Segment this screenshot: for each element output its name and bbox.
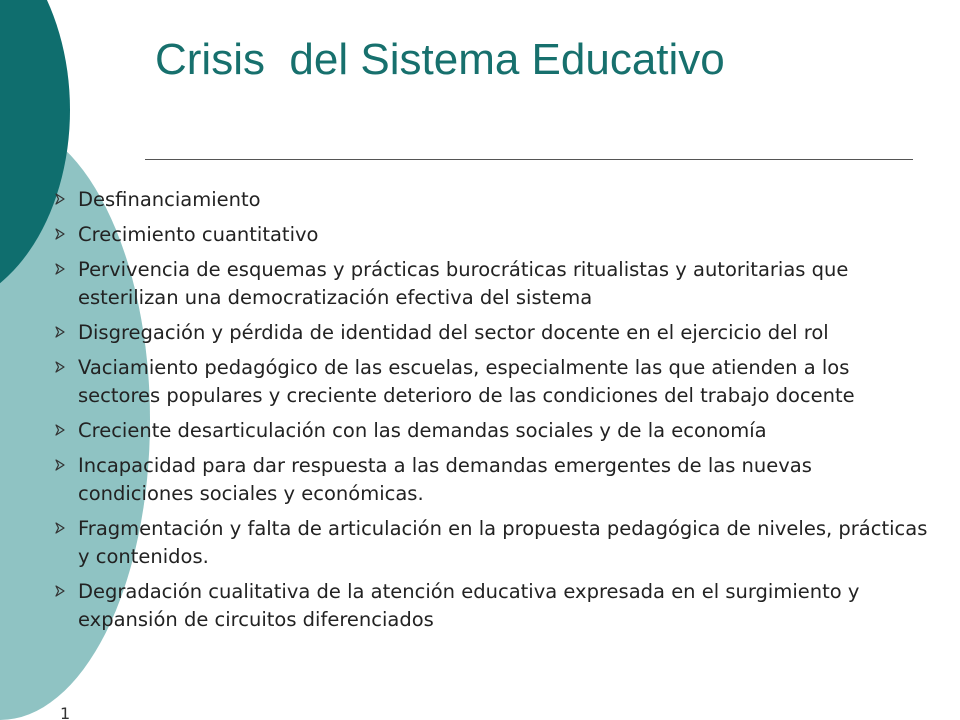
arrowhead-bullet-icon [54,585,66,597]
bullet-text: Incapacidad para dar respuesta a las demandas emergentes de las nuevas condiciones sociales y económicas. [78,454,812,505]
bullet-list [50,186,930,641]
page-number: 1 [60,704,71,720]
arrowhead-bullet-icon [54,361,66,373]
arrowhead-bullet-icon [54,326,66,338]
bullet-item [50,319,930,347]
bullet-item [50,354,930,410]
bullet-item [50,515,930,571]
bullet-text: Pervivencia de esquemas y prácticas burocráticas ritualistas y autoritarias que esterilizan una democratización efectiva del sistema [78,258,849,309]
title-divider [145,159,913,160]
bullet-item [50,186,930,214]
bullet-text: Vaciamiento pedagógico de las escuelas, especialmente las que atienden a los sectores populares y creciente deterioro de las condiciones del trabajo docente [78,356,855,407]
bullet-item [50,452,930,508]
slide-title: Crisis del Sistema Educativo [155,35,725,84]
bullet-item [50,256,930,312]
arrowhead-bullet-icon [54,193,66,205]
bullet-text: Desfinanciamiento [78,188,261,211]
arrowhead-bullet-icon [54,522,66,534]
bullet-item [50,221,930,249]
arrowhead-bullet-icon [54,459,66,471]
bullet-item [50,417,930,445]
arrowhead-bullet-icon [54,263,66,275]
bullet-text: Degradación cualitativa de la atención educativa expresada en el surgimiento y expansión de circuitos diferenciados [78,580,860,631]
bullet-text: Disgregación y pérdida de identidad del sector docente en el ejercicio del rol [78,321,829,344]
arrowhead-bullet-icon [54,228,66,240]
bullet-text: Crecimiento cuantitativo [78,223,319,246]
arrowhead-bullet-icon [54,424,66,436]
bullet-text: Fragmentación y falta de articulación en la propuesta pedagógica de niveles, prácticas y contenidos. [78,517,928,568]
bullet-item [50,578,930,634]
bullet-text: Creciente desarticulación con las demandas sociales y de la economía [78,419,767,442]
